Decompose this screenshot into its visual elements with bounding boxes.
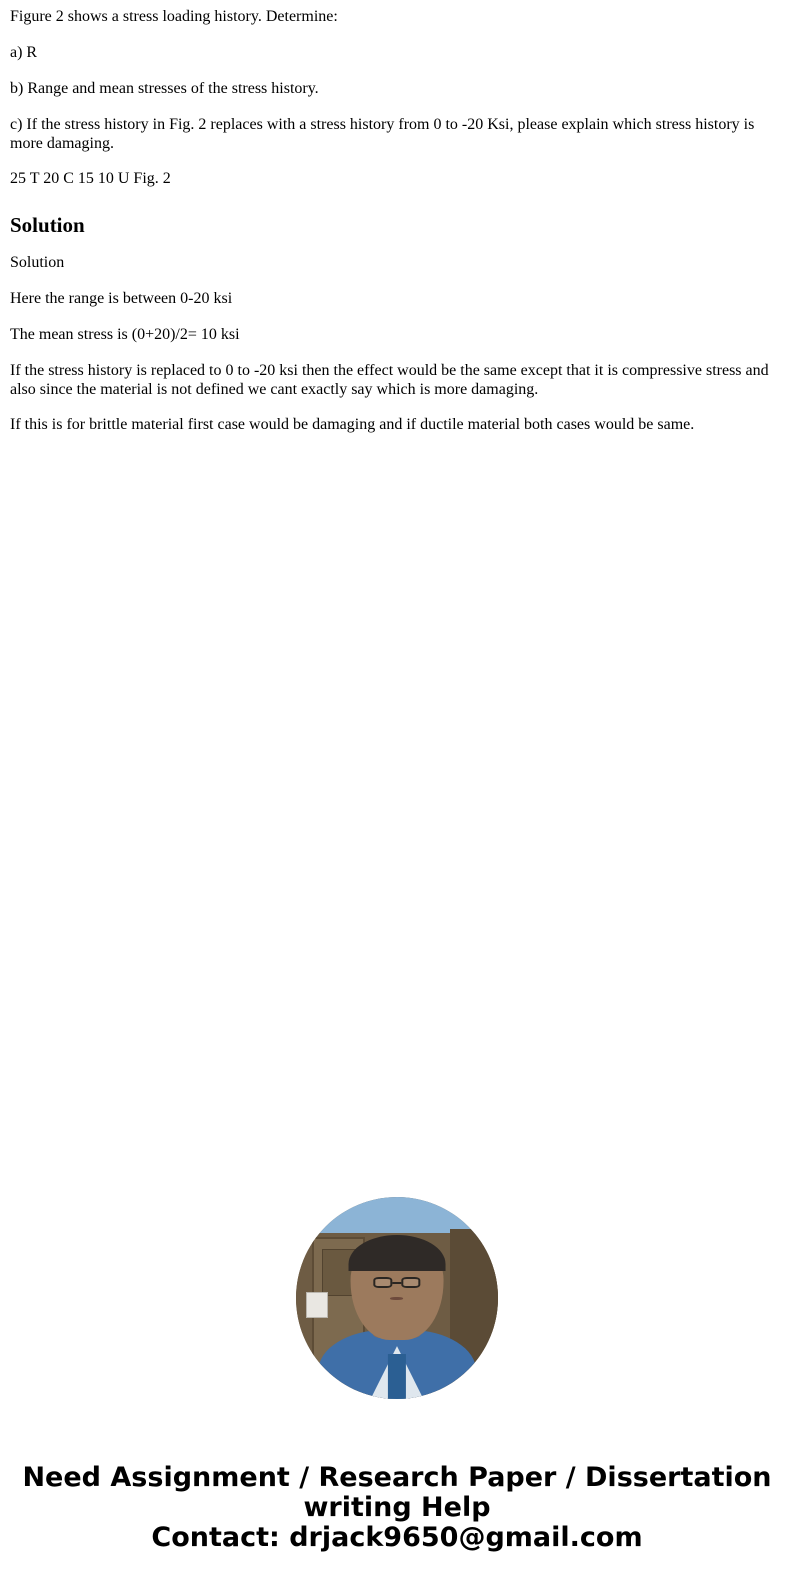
- avatar-background-object: [306, 1292, 328, 1318]
- avatar-container: [10, 1197, 784, 1399]
- footer-line-2: Contact: drjack9650@gmail.com: [151, 1522, 643, 1554]
- solution-heading: Solution: [10, 213, 85, 238]
- avatar-tie: [388, 1354, 406, 1398]
- question-line-2: a) R: [10, 43, 38, 61]
- solution-line-3: The mean stress is (0+20)/2= 10 ksi: [10, 326, 240, 344]
- glasses-bridge: [392, 1282, 401, 1284]
- solution-block: [10, 254, 784, 434]
- page-spacer: [10, 452, 784, 1197]
- solution-line-2: Here the range is between 0-20 ksi: [10, 290, 233, 308]
- glasses-left-lens: [374, 1277, 393, 1287]
- avatar-mouth: [391, 1297, 404, 1300]
- question-block: [10, 8, 784, 189]
- question-line-1: Figure 2 shows a stress loading history. Determine:: [10, 8, 338, 25]
- footer-contact: [10, 1463, 784, 1571]
- glasses-right-lens: [402, 1277, 421, 1287]
- footer-line-1: Need Assignment / Research Paper / Dissertation writing Help: [22, 1461, 772, 1523]
- avatar: [296, 1197, 498, 1399]
- glasses-icon: [374, 1277, 420, 1287]
- figure-caption: 25 T 20 C 15 10 U Fig. 2: [10, 170, 171, 188]
- question-line-4: c) If the stress history in Fig. 2 replaces with a stress history from 0 to -20 Ksi, please explain which stress history is more damaging.: [10, 115, 755, 152]
- solution-line-5: If this is for brittle material first case would be damaging and if ductile material both cases would be same.: [10, 415, 695, 433]
- solution-line-1: Solution: [10, 254, 65, 272]
- solution-line-4: If the stress history is replaced to 0 to -20 ksi then the effect would be the same except that it is compressive stress and also since the material is not defined we cant exactly say which is more damaging.: [10, 362, 769, 398]
- question-line-3: b) Range and mean stresses of the stress history.: [10, 79, 319, 97]
